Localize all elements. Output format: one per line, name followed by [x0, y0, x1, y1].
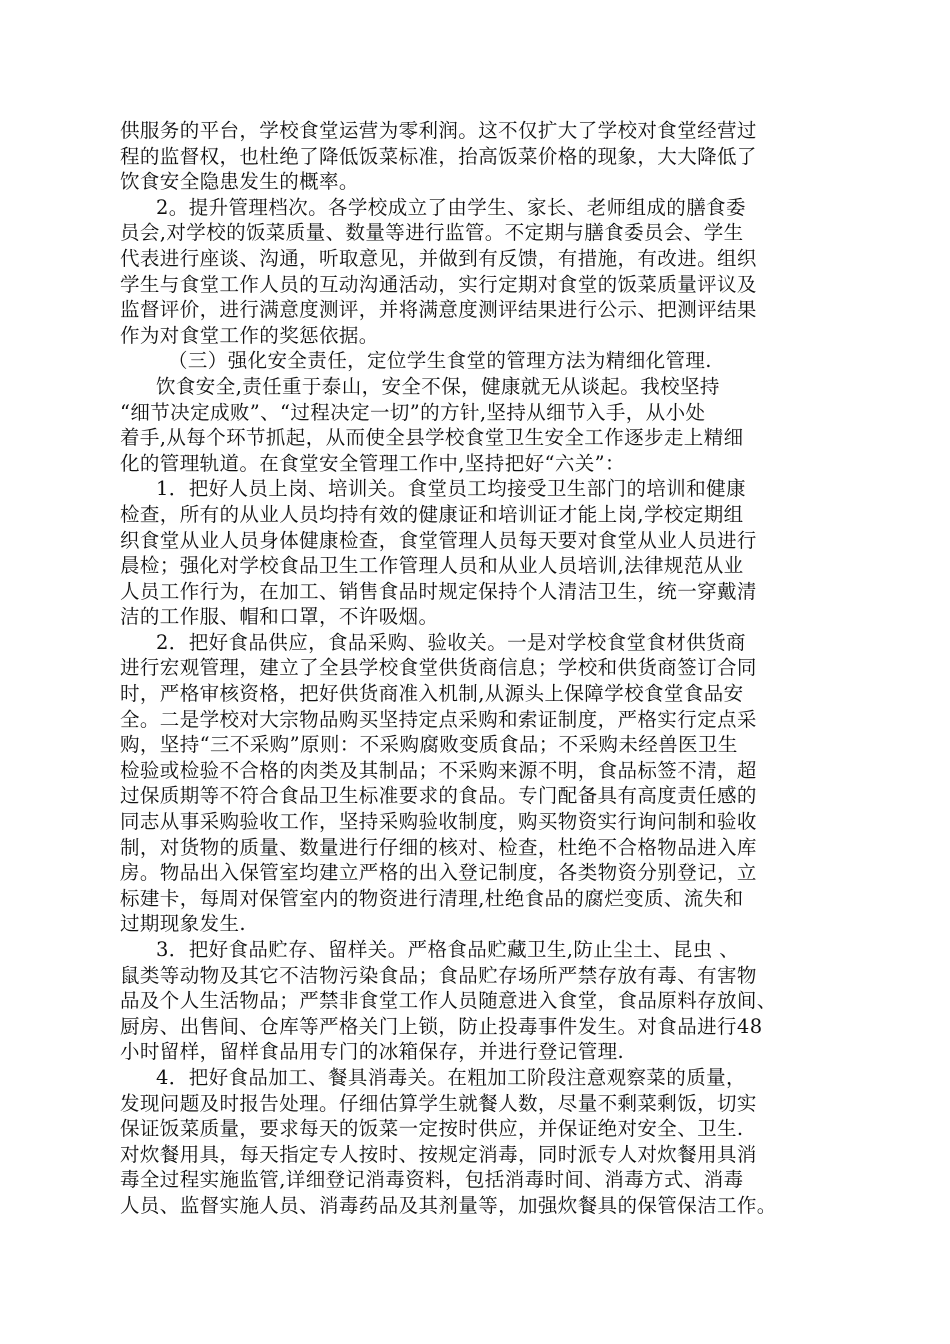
text-line: 购，坚持“三不采购”原则：不采购腐败变质食品；不采购未经兽医卫生	[120, 733, 738, 757]
text-line: 对炊餐用具，每天指定专人按时、按规定消毒，同时派专人对炊餐用具消	[120, 1142, 757, 1166]
text-line: 晨检；强化对学校食品卫生工作管理人员和从业人员培训,法律规范从业	[120, 554, 744, 578]
text-line: 发现问题及时报告处理。仔细估算学生就餐人数，尽量不剩菜剩饭，切实	[120, 1091, 757, 1115]
text-line: 3．把好食品贮存、留样关。严格食品贮藏卫生,防止尘土、昆虫 、	[156, 938, 740, 961]
text-line: 房。物品出入保管室均建立严格的出入登记制度，各类物资分别登记，立	[120, 861, 757, 885]
text-line: 时，严格审核资格，把好供货商准入机制,从源头上保障学校食堂食品安	[120, 682, 744, 706]
text-line: 检验或检验不合格的肉类及其制品；不采购来源不明，食品标签不清，超	[120, 758, 757, 782]
text-line: 代表进行座谈、沟通，听取意见，并做到有反馈，有措施，有改进。组织	[120, 246, 757, 270]
text-line: 人员工作行为，在加工、销售食品时规定保持个人清洁卫生，统一穿戴清	[120, 579, 757, 603]
text-line: 过保质期等不符合食品卫生标准要求的食品。专门配备具有高度责任感的	[120, 784, 757, 808]
text-line: “细节决定成败”、“过程决定一切”的方针,坚持从细节入手，从小处	[120, 400, 706, 424]
text-line: 饮食安全隐患发生的概率。	[120, 170, 359, 194]
document-body-text	[120, 118, 832, 1219]
text-line: 检查，所有的从业人员均持有效的健康证和培训证才能上岗,学校定期组	[120, 502, 744, 526]
text-line: 饮食安全,责任重于泰山，安全不保，健康就无从谈起。我校坚持	[156, 374, 720, 398]
text-line: 监督评价，进行满意度测评，并将满意度测评结果进行公示、把测评结果	[120, 298, 757, 322]
text-line: 人员、监督实施人员、消毒药品及其剂量等，加强炊餐具的保管保洁工作。	[120, 1193, 777, 1217]
text-line: 小时留样，留样食品用专门的冰箱保存，并进行登记管理.	[120, 1040, 625, 1064]
text-line: 供服务的平台，学校食堂运营为零利润。这不仅扩大了学校对食堂经营过	[120, 119, 757, 142]
text-line: 织食堂从业人员身体健康检查，食堂管理人员每天要对食堂从业人员进行	[120, 528, 757, 552]
text-line: 保证饭菜质量，要求每天的饭菜一定按时供应，并保证绝对安全、卫生.	[120, 1117, 744, 1141]
text-line: 作为对食堂工作的奖惩依据。	[120, 323, 379, 347]
text-line: 毒全过程实施监管,详细登记消毒资料，包括消毒时间、消毒方式、消毒	[120, 1168, 744, 1192]
text-line: 标建卡，每周对保管室内的物资进行清理,杜绝食品的腐烂变质、流失和	[120, 886, 744, 910]
text-line: 着手,从每个环节抓起，从而使全县学校食堂卫生安全工作逐步走上精细	[120, 426, 744, 450]
text-line: 鼠类等动物及其它不洁物污染食品；食品贮存场所严禁存放有毒、有害物	[120, 963, 757, 987]
text-line: 品及个人生活物品；严禁非食堂工作人员随意进入食堂，食品原料存放间、	[120, 989, 777, 1013]
text-line: 学生与食堂工作人员的互动沟通活动，实行定期对食堂的饭菜质量评议及	[120, 272, 757, 296]
text-line: 进行宏观管理，建立了全县学校食堂供货商信息；学校和供货商签订合同	[120, 656, 757, 680]
text-line: 2。提升管理档次。各学校成立了由学生、家长、老师组成的膳食委	[156, 195, 746, 219]
text-line: 同志从事采购验收工作，坚持采购验收制度，购买物资实行询问制和验收	[120, 810, 757, 834]
text-line: 员会,对学校的饭菜质量、数量等进行监管。不定期与膳食委员会、学生	[120, 221, 744, 245]
text-line: （三）强化安全责任，定位学生食堂的管理方法为精细化管理.	[168, 349, 712, 373]
text-line: 过期现象发生.	[120, 912, 246, 936]
text-line: 2．把好食品供应，食品采购、验收关。一是对学校食堂食材供货商	[156, 630, 746, 654]
text-line: 全。二是学校对大宗物品购买坚持定点采购和索证制度，严格实行定点采	[120, 707, 757, 731]
text-line: 制，对货物的质量、数量进行仔细的核对、检查，杜绝不合格物品进入库	[120, 835, 757, 859]
text-line: 化的管理轨道。在食堂安全管理工作中,坚持把好“六关”：	[120, 451, 625, 475]
text-line: 1．把好人员上岗、培训关。食堂员工均接受卫生部门的培训和健康	[156, 477, 746, 501]
text-line: 程的监督权，也杜绝了降低饭菜标准，抬高饭菜价格的现象，大大降低了	[120, 144, 757, 168]
text-line: 洁的工作服、帽和口罩，不许吸烟。	[120, 605, 439, 629]
text-line: 厨房、出售间、仓库等严格关门上锁，防止投毒事件发生。对食品进行48	[120, 1014, 763, 1038]
text-line: 4．把好食品加工、餐具消毒关。在粗加工阶段注意观察菜的质量，	[156, 1065, 746, 1089]
